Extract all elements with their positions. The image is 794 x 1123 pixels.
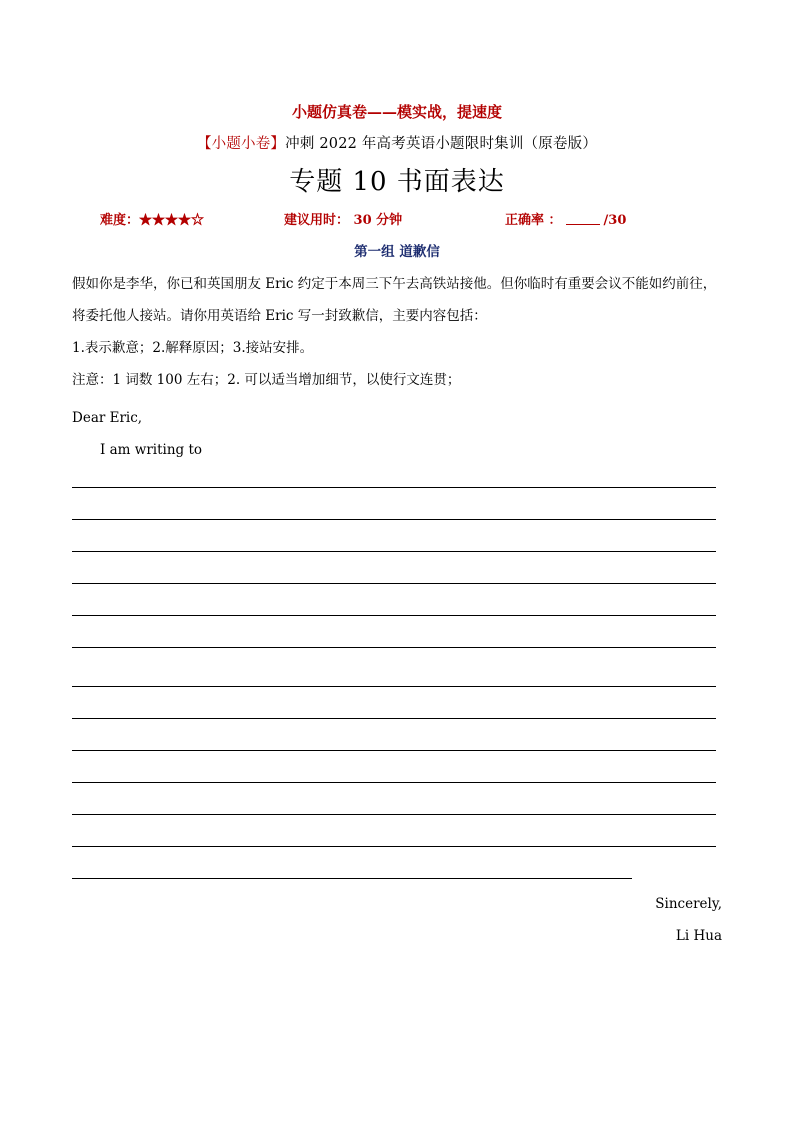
writing-line[interactable] [72, 718, 716, 719]
difficulty-stars: ★★★★☆ [139, 213, 205, 228]
accuracy-label: 正确率 ： [505, 213, 562, 228]
writing-line[interactable] [72, 487, 716, 488]
promo-banner: 小题仿真卷——模实战，提速度 [291, 103, 502, 121]
letter-opening: I am writing to [100, 442, 203, 458]
time-value: 30 分钟 [353, 213, 403, 228]
writing-line[interactable] [72, 846, 716, 847]
writing-line[interactable] [72, 519, 716, 520]
writing-line[interactable] [72, 878, 632, 879]
subtitle-tag: 【小题小卷】 [196, 136, 286, 152]
difficulty-rating [100, 209, 204, 228]
time-label: 建议用时： [284, 213, 350, 228]
prompt-line-2: 将委托他人接站。请你用英语给 Eric 写一封致歉信，主要内容包括： [72, 308, 487, 324]
writing-line[interactable] [72, 647, 716, 648]
prompt-points: 1.表示歉意；2.解释原因；3.接站安排。 [72, 340, 314, 356]
writing-line[interactable] [72, 615, 716, 616]
prompt-line-1: 假如你是李华，你已和英国朋友 Eric 约定于本周三下午去高铁站接他。但你临时有重要会议不能如约前往， [72, 276, 717, 292]
subtitle-text: 冲刺 2022 年高考英语小题限时集训（原卷版） [285, 136, 598, 152]
suggested-time [284, 209, 402, 228]
letter-closing: Sincerely, [655, 896, 722, 912]
accuracy-total: /30 [603, 213, 627, 228]
group-title: 第一组 道歉信 [354, 244, 440, 260]
prompt-notes: 注意：1 词数 100 左右；2. 可以适当增加细节，以使行文连贯； [72, 372, 461, 388]
writing-line[interactable] [72, 782, 716, 783]
page-title: 专题 10 书面表达 [289, 167, 505, 197]
accuracy-blank[interactable] [566, 212, 600, 225]
difficulty-label: 难度： [100, 213, 140, 228]
accuracy-field [505, 209, 626, 228]
writing-line[interactable] [72, 814, 716, 815]
writing-line[interactable] [72, 583, 716, 584]
writing-line[interactable] [72, 686, 716, 687]
letter-signature: Li Hua [675, 928, 722, 944]
writing-line[interactable] [72, 551, 716, 552]
writing-line[interactable] [72, 750, 716, 751]
letter-salutation: Dear Eric, [72, 410, 143, 426]
subtitle [0, 132, 794, 153]
